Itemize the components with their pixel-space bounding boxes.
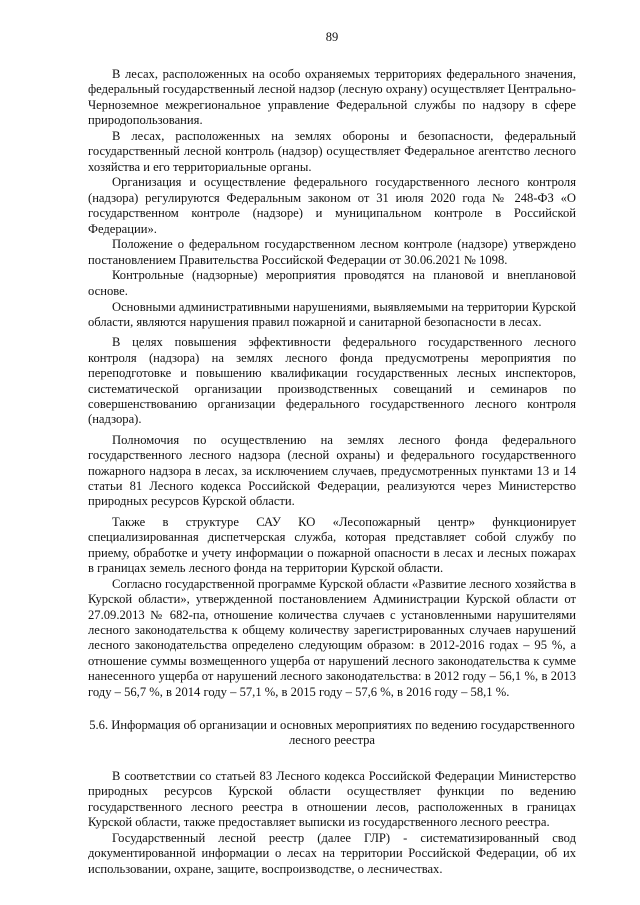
paragraph-federal-law: Организация и осуществление федерального государственного лесного контроля (надзора) регулируются Федеральным законом от 31 июля 2020 года № 248-ФЗ «О государственном контроле (надзоре) и муниципальном контроле в Российской Федерации». bbox=[88, 175, 576, 236]
paragraph-regulation: Положение о федеральном государственном лесном контроле (надзоре) утверждено постановлением Правительства Российской Федерации от 30.06.2021 № 1098. bbox=[88, 237, 576, 267]
paragraph-state-program: Согласно государственной программе Курской области «Развитие лесного хозяйства в Курской области», утвержденной постановлением Администрации Курской области от 27.09.2013 № 682-па, отношение количества случаев с установленными нарушителями лесного законодательства к общему количеству зарегистрированных случаев нарушений лесного законодательства определено следующим образом: в 2012-2016 годах – 95 %, а отношение суммы возмещенного ущерба от нарушений лесного законодательства к сумме нанесенного ущерба от нарушений лесного законодательства: в 2012 году – 56,1 %, в 2013 году – 56,7 %, в 2014 году – 57,1 %, в 2015 году – 57,6 %, в 2016 году – 58,1 %. bbox=[88, 576, 576, 699]
paragraph-inspections: Контрольные (надзорные) мероприятия проводятся на плановой и внеплановой основе. bbox=[88, 268, 576, 298]
paragraph-federal-territories: В лесах, расположенных на особо охраняемых территориях федерального значения, федеральный государственный лесной надзор (лесную охрану) осуществляет Центрально-Черноземное межрегиональное управление Федеральной службы по надзору в сфере природопользования. bbox=[88, 67, 576, 128]
section-heading: 5.6. Информация об организации и основных мероприятиях по ведению государственного лесного реестра bbox=[89, 718, 575, 748]
paragraph-forest-code: В соответствии со статьей 83 Лесного кодекса Российской Федерации Министерство природных ресурсов Курской области осуществляет функции по ведению государственного лесного реестра в отношении лесов, расположенных в границах Курской области, также предоставляет выписки из государственного лесного реестра. bbox=[88, 768, 576, 830]
paragraph-violations: Основными административными нарушениями, выявляемыми на территории Курской области, являются нарушения правил пожарной и санитарной безопасности в лесах. bbox=[88, 299, 576, 329]
paragraph-defense-lands: В лесах, расположенных на землях обороны и безопасности, федеральный государственный лесной контроль (надзор) осуществляет Федеральное агентство лесного хозяйства и его территориальные органы. bbox=[88, 128, 576, 174]
paragraph-forest-registry: Государственный лесной реестр (далее ГЛР) - систематизированный свод документированной информации о лесах на территории Российской Федерации, об их использовании, охране, защите, воспроизводстве, о лесничествах. bbox=[88, 830, 576, 876]
paragraph-powers: Полномочия по осуществлению на землях лесного фонда федерального государственного лесного надзора (лесной охраны) и федерального государственного пожарного надзора в лесах, за исключением случаев, предусмотренных пунктами 13 и 14 статьи 81 Лесного кодекса Российской Федерации, реализуются через Министерство природных ресурсов Курской области. bbox=[88, 432, 576, 509]
page-number: 89 bbox=[325, 30, 339, 44]
paragraph-dispatch-service: Также в структуре САУ КО «Лесопожарный центр» функционирует специализированная диспетчерская служба, которая представляет собой службу по приему, обработке и учету информации о пожарной опасности в лесах и лесных пожарах в границах земель лесного фонда на территории Курской области. bbox=[88, 514, 576, 576]
paragraph-efficiency: В целях повышения эффективности федерального государственного лесного контроля (надзора) на землях лесного фонда предусмотрены мероприятия по переподготовке и повышению квалификации государственных лесных инспекторов, систематической организации производственных совещаний и семинаров по совершенствованию организации федерального государственного лесного контроля (надзора). bbox=[88, 335, 576, 427]
